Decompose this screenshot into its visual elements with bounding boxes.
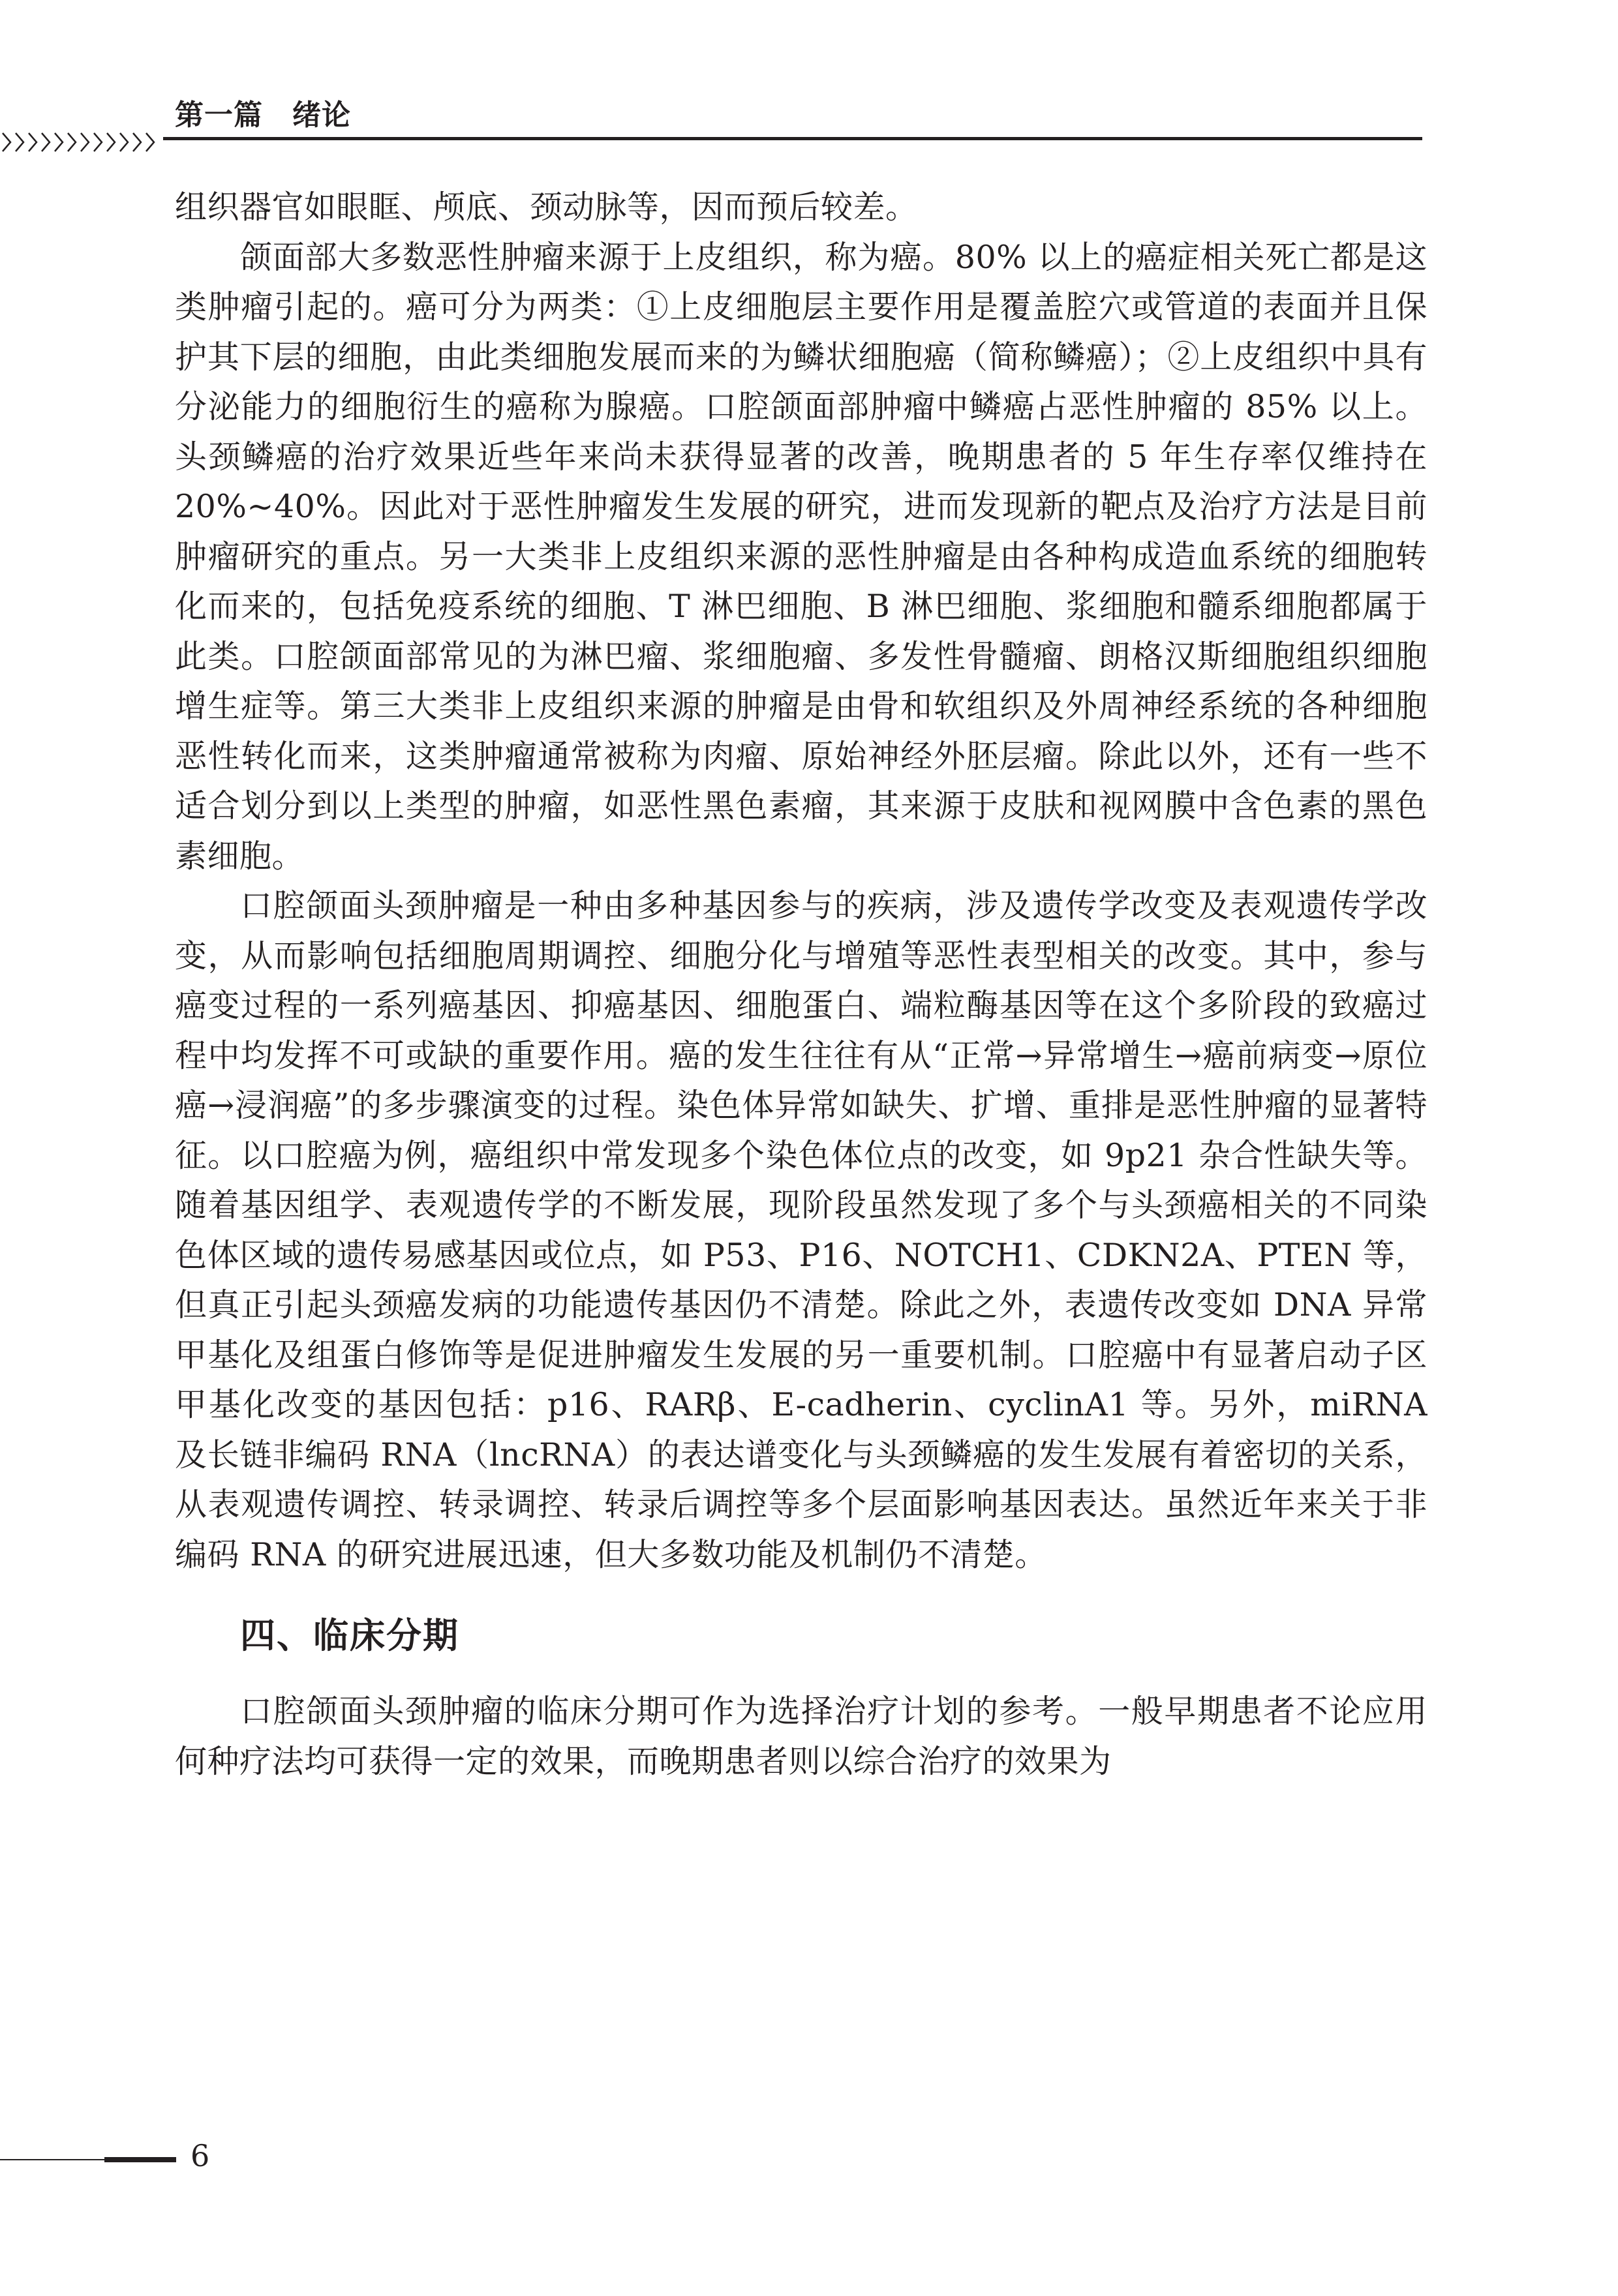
chevron-mark — [94, 133, 102, 151]
paragraph-continuation: 组织器官如眼眶、颅底、颈动脉等，因而预后较差。 — [175, 189, 918, 226]
chevron-mark — [120, 133, 128, 151]
chevron-mark — [3, 133, 10, 151]
chevron-mark — [68, 133, 76, 151]
page-number: 6 — [191, 2138, 210, 2173]
chevron-mark — [107, 133, 115, 151]
footer-rule — [0, 2159, 104, 2160]
header-rule — [163, 137, 1422, 140]
running-header-title: 第一篇 绪论 — [175, 98, 351, 132]
chevron-mark — [42, 133, 50, 151]
chevron-mark — [29, 133, 37, 151]
chevron-mark — [81, 133, 89, 151]
chevron-mark — [55, 133, 63, 151]
paragraph-genetics: 口腔颌面头颈肿瘤是一种由多种基因参与的疾病，涉及遗传学改变及表观遗传学改变，从而影响包括细胞周期调控、细胞分化与增殖等恶性表型相关的改变。其中，参与癌变过程的一系列癌基因、抑癌基因、细胞蛋白、端粒酶基因等在这个多阶段的致癌过程中均发挥不可或缺的重要作用。癌的发生往往有从“正常→异常增生→癌前病变→原位癌→浸润癌”的多步骤演变的过程。染色体异常如缺失、扩增、重排是恶性肿瘤的显著特征。以口腔癌为例，癌组织中常发现多个染色体位点的改变，如 9p21 杂合性缺失等。随着基因组学、表观遗传学的不断发展，现阶段虽然发现了多个与头颈癌相关的不同染色体区域的遗传易感基因或位点，如 P53、P16、NOTCH1、CDKN2A、PTEN 等，但真正引起头颈癌发病的功能遗传基因仍不清楚。除此之外，表遗传改变如 DNA 异常甲基化及组蛋白修饰等是促进肿瘤发生发展的另一重要机制。口腔癌中有显著启动子区甲基化改变的基因包括：p16、RARβ、E-cadherin、cyclinA1 等。另外，miRNA 及长链非编码 RNA（lncRNA）的表达谱变化与头颈鳞癌的发生发展有着密切的关系，从表观遗传调控、转录调控、转录后调控等多个层面影响基因表达。虽然近年来关于非编码 RNA 的研究进展迅速，但大多数功能及机制仍不清楚。 — [175, 887, 1427, 1573]
double-chevron-border-icon — [0, 125, 163, 159]
footer-rule-accent — [104, 2157, 176, 2162]
chevron-mark — [133, 133, 141, 151]
chevron-mark — [16, 133, 23, 151]
paragraph-clinical-staging: 口腔颌面头颈肿瘤的临床分期可作为选择治疗计划的参考。一般早期患者不论应用何种疗法均可获得一定的效果，而晚期患者则以综合治疗的效果为 — [175, 1693, 1427, 1780]
body-text — [175, 183, 1427, 1787]
chevron-mark — [146, 133, 154, 151]
paragraph-tumor-origins: 颌面部大多数恶性肿瘤来源于上皮组织，称为癌。80% 以上的癌症相关死亡都是这类肿瘤引起的。癌可分为两类：①上皮细胞层主要作用是覆盖腔穴或管道的表面并且保护其下层的细胞，由此类细胞发展而来的为鳞状细胞癌（简称鳞癌）；②上皮组织中具有分泌能力的细胞衍生的癌称为腺癌。口腔颌面部肿瘤中鳞癌占恶性肿瘤的 85% 以上。头颈鳞癌的治疗效果近些年来尚未获得显著的改善，晚期患者的 5 年生存率仅维持在 20%~40%。因此对于恶性肿瘤发生发展的研究，进而发现新的靶点及治疗方法是目前肿瘤研究的重点。另一大类非上皮组织来源的恶性肿瘤是由各种构成造血系统的细胞转化而来的，包括免疫系统的细胞、T 淋巴细胞、B 淋巴细胞、浆细胞和髓系细胞都属于此类。口腔颌面部常见的为淋巴瘤、浆细胞瘤、多发性骨髓瘤、朗格汉斯细胞组织细胞增生症等。第三大类非上皮组织来源的肿瘤是由骨和软组织及外周神经系统的各种细胞恶性转化而来，这类肿瘤通常被称为肉瘤、原始神经外胚层瘤。除此以外，还有一些不适合划分到以上类型的肿瘤，如恶性黑色素瘤，其来源于皮肤和视网膜中含色素的黑色素细胞。 — [175, 238, 1427, 875]
section-heading: 四、临床分期 — [240, 1615, 459, 1656]
